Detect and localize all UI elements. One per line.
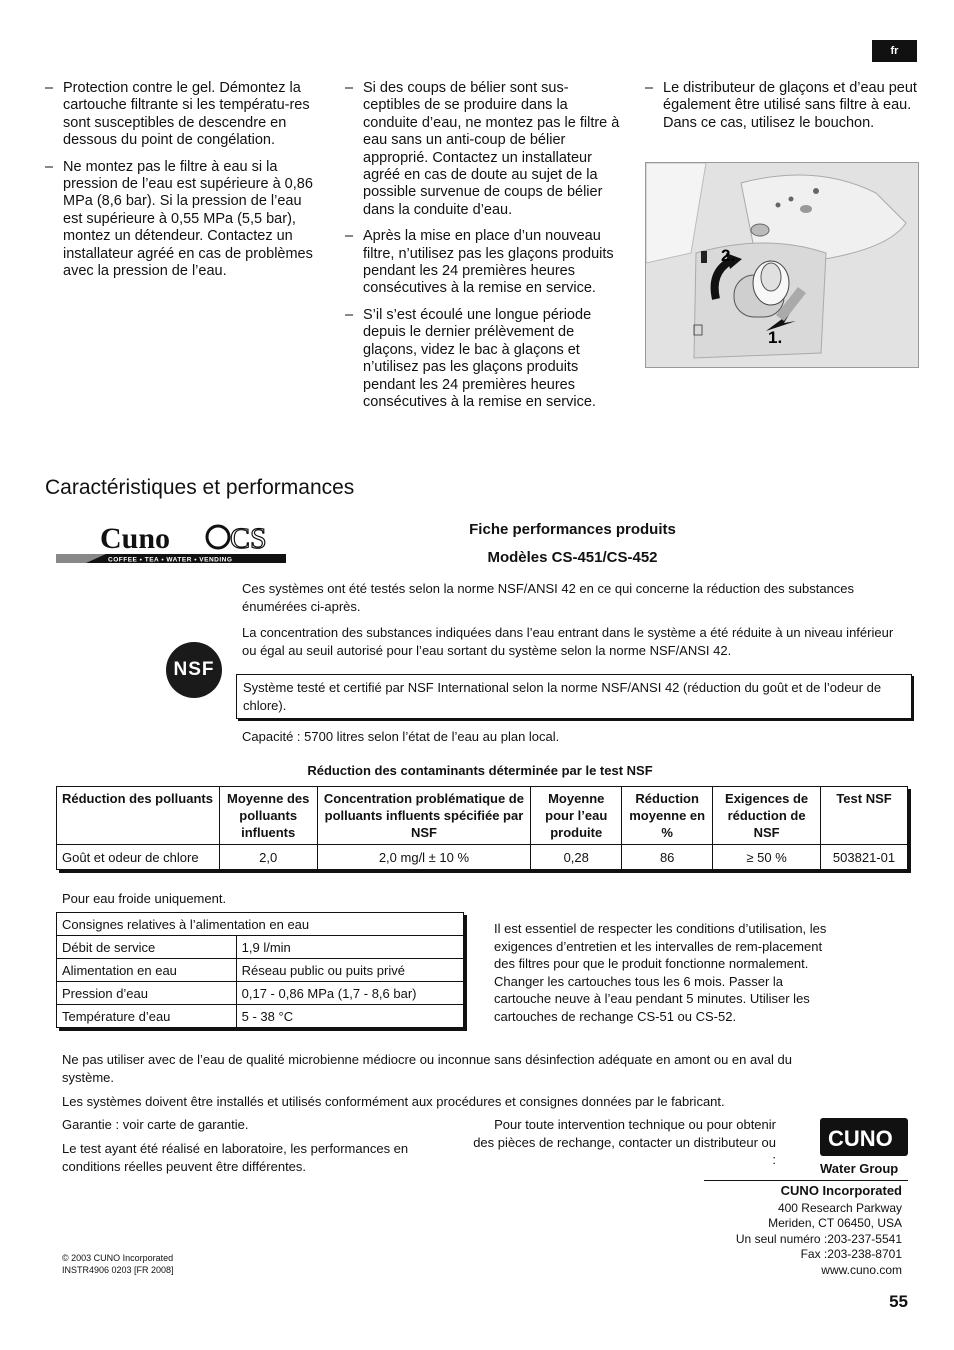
- perf-line-1: Fiche performances produits: [469, 521, 676, 538]
- guarantee-text: Garantie : voir carte de garantie.: [62, 1117, 249, 1132]
- bullet-long-period: – S’il s’est écoulé une longue période depuis le dernier prélèvement de glaçons, videz le bac à glaçons et n’utilisez pas les glaçons produits pendant les 24 premières heures consécutives à la remise en service.: [345, 307, 620, 411]
- water-supply-table: [56, 912, 464, 1028]
- section-title: Caractéristiques et performances: [45, 476, 355, 499]
- cold-water-note: Pour eau froide uniquement.: [62, 891, 227, 906]
- bullet-new-filter: – Après la mise en place d’un nouveau filtre, n’utilisez pas les glaçons produits pendant les 24 premières heures consécutives à la remise en service.: [345, 228, 620, 298]
- header-nsf-requirement: Exigences de réduction de NSF: [713, 787, 821, 845]
- paragraph-concentration: La concentration des substances indiquées dans l’eau entrant dans le système a été réduite à un niveau inférieur ou égal au seuil autorisé pour l’eau sortant du système selon la norme NSF/ANSI 42.: [242, 625, 894, 658]
- bullet-pressure: – Ne montez pas le filtre à eau si la pression de l’eau est supérieure à 0,86 MPa (8,6 bar). Si la pression de l’eau est supérieure à 0,55 MPa (5,5 bar), montez un détendeur. Contactez un installateur agréé en cas de problèmes avec la pression de l’eau.: [45, 159, 317, 281]
- supply-label: Débit de service: [57, 936, 237, 959]
- performance-sheet-title: [440, 516, 705, 572]
- contaminant-table: [56, 786, 908, 870]
- supply-header: Consignes relatives à l’alimentation en eau: [57, 913, 464, 936]
- usage-conditions: Il est essentiel de respecter les conditions d’utilisation, les exigences d’entretien et les intervalles de rem-placement des filtres pour que le produit fonctionne normalement. Changer les cartouches tous les 6 mois. Passer la cartouche neuve à l’eau pendant 5 minutes. Utiliser les cartouches de rechange CS-51 ou CS-52.: [494, 921, 827, 1024]
- page-number: 55: [889, 1292, 908, 1311]
- supply-value: Réseau public ou puits privé: [236, 959, 463, 982]
- bullet-water-hammer: – Si des coups de bélier sont sus-ceptibles de se produire dans la conduite d’eau, ne montez pas le filtre à eau sans un anti-coup de bélier approprié. Contactez un installateur agréé en cas de doute au sujet de la possible survenue de coups de bélier dans la conduite d’eau.: [345, 80, 620, 219]
- cuno-cs-logo: [56, 518, 286, 564]
- dispenser-drawing: [646, 163, 918, 367]
- header-pollutant: Réduction des polluants: [57, 787, 220, 845]
- cell-avg-product: 0,28: [531, 845, 622, 870]
- phone-number: Un seul numéro :203-237-5541: [735, 1231, 902, 1246]
- filter-illustration: [645, 162, 919, 368]
- address-line: Meriden, CT 06450, USA: [768, 1216, 902, 1230]
- header-avg-product: Moyenne pour l’eau produite: [531, 787, 622, 845]
- step-2-label: 2.: [721, 246, 736, 265]
- cell-avg-influent: 2,0: [219, 845, 317, 870]
- cell-nsf-test: 503821-01: [821, 845, 908, 870]
- fax-number: Fax :203-238-8701: [800, 1247, 902, 1261]
- column-1: [45, 80, 317, 289]
- company-address: [700, 1183, 902, 1278]
- cell-challenge: 2,0 mg/l ± 10 %: [317, 845, 531, 870]
- warning-install: Les systèmes doivent être installés et utilisés conformément aux procédures et consignes données par le fabricant.: [62, 1094, 725, 1109]
- bullet-without-filter: – Le distributeur de glaçons et d’eau peut également être utilisé sans filtre à eau. Dans ce cas, utilisez le bouchon.: [645, 80, 917, 132]
- supply-label: Alimentation en eau: [57, 959, 237, 982]
- cell-avg-reduction: 86: [622, 845, 713, 870]
- certified-box: Système testé et certifié par NSF International selon la norme NSF/ANSI 42 (réduction du goût et de l’odeur de chlore).: [236, 674, 912, 719]
- supply-label: Pression d’eau: [57, 982, 237, 1005]
- header-challenge: Concentration problématique de polluants influents spécifiée par NSF: [317, 787, 531, 845]
- supply-value: 1,9 l/min: [236, 936, 463, 959]
- cuno-logo-name: CUNO: [828, 1126, 893, 1151]
- header-avg-reduction: Réduction moyenne en %: [622, 787, 713, 845]
- table-row: [57, 959, 464, 982]
- table-row: [57, 982, 464, 1005]
- column-2: [345, 80, 620, 420]
- supply-value: 5 - 38 °C: [236, 1005, 463, 1028]
- table-title: Réduction des contaminants déterminée par le test NSF: [307, 763, 653, 778]
- contact-divider: [704, 1180, 908, 1181]
- table-header-row: [57, 787, 908, 845]
- bullet-frost: – Protection contre le gel. Démontez la cartouche filtrante si les températu-res sont susceptibles de descendre en dessous du point de congélation.: [45, 80, 317, 150]
- logo-brand: Cuno: [100, 522, 171, 555]
- cell-pollutant: Goût et odeur de chlore: [57, 845, 220, 870]
- website-link: www.cuno.com: [821, 1262, 902, 1277]
- table-row: [57, 845, 908, 870]
- paragraph-tested: Ces systèmes ont été testés selon la norme NSF/ANSI 42 en ce qui concerne la réduction des substances énumérées ci-après.: [242, 581, 855, 614]
- capacity-text: Capacité : 5700 litres selon l’état de l’eau au plan local.: [242, 729, 560, 744]
- table-row: [57, 1005, 464, 1028]
- cuno-water-group-logo: [820, 1118, 908, 1156]
- header-nsf-test: Test NSF: [821, 787, 908, 845]
- column-3: [645, 80, 917, 141]
- supply-header-row: [57, 913, 464, 936]
- supply-value: 0,17 - 0,86 MPa (1,7 - 8,6 bar): [236, 982, 463, 1005]
- address-line: 400 Research Parkway: [777, 1200, 902, 1215]
- water-group-label: Water Group: [820, 1161, 899, 1176]
- cell-nsf-requirement: ≥ 50 %: [713, 845, 821, 870]
- supply-label: Température d’eau: [57, 1005, 237, 1028]
- perf-line-2: Modèles CS-451/CS-452: [487, 549, 658, 566]
- copyright: © 2003 CUNO Incorporated: [62, 1253, 174, 1263]
- logo-mark: CS: [230, 522, 267, 555]
- warning-microbial: Ne pas utiliser avec de l’eau de qualité microbienne médiocre ou inconnue sans désinfection adéquate en amont ou en aval du système.: [62, 1052, 792, 1085]
- step-1-label: 1.: [768, 328, 783, 347]
- lab-note: Le test ayant été réalisé en laboratoire, les performances en conditions réelles peuvent être différentes.: [62, 1141, 409, 1174]
- company-name: CUNO Incorporated: [780, 1183, 902, 1198]
- logo-tagline: COFFEE • TEA • WATER • VENDING: [108, 556, 233, 564]
- service-contact: Pour toute intervention technique ou pour obtenir des pièces de rechange, contacter un distributeur ou :: [473, 1117, 776, 1167]
- nsf-logo: NSF: [166, 642, 222, 698]
- language-badge: fr: [872, 40, 917, 62]
- table-row: [57, 936, 464, 959]
- instruction-code: INSTR4906 0203 [FR 2008]: [62, 1265, 174, 1275]
- header-avg-influent: Moyenne des polluants influents: [219, 787, 317, 845]
